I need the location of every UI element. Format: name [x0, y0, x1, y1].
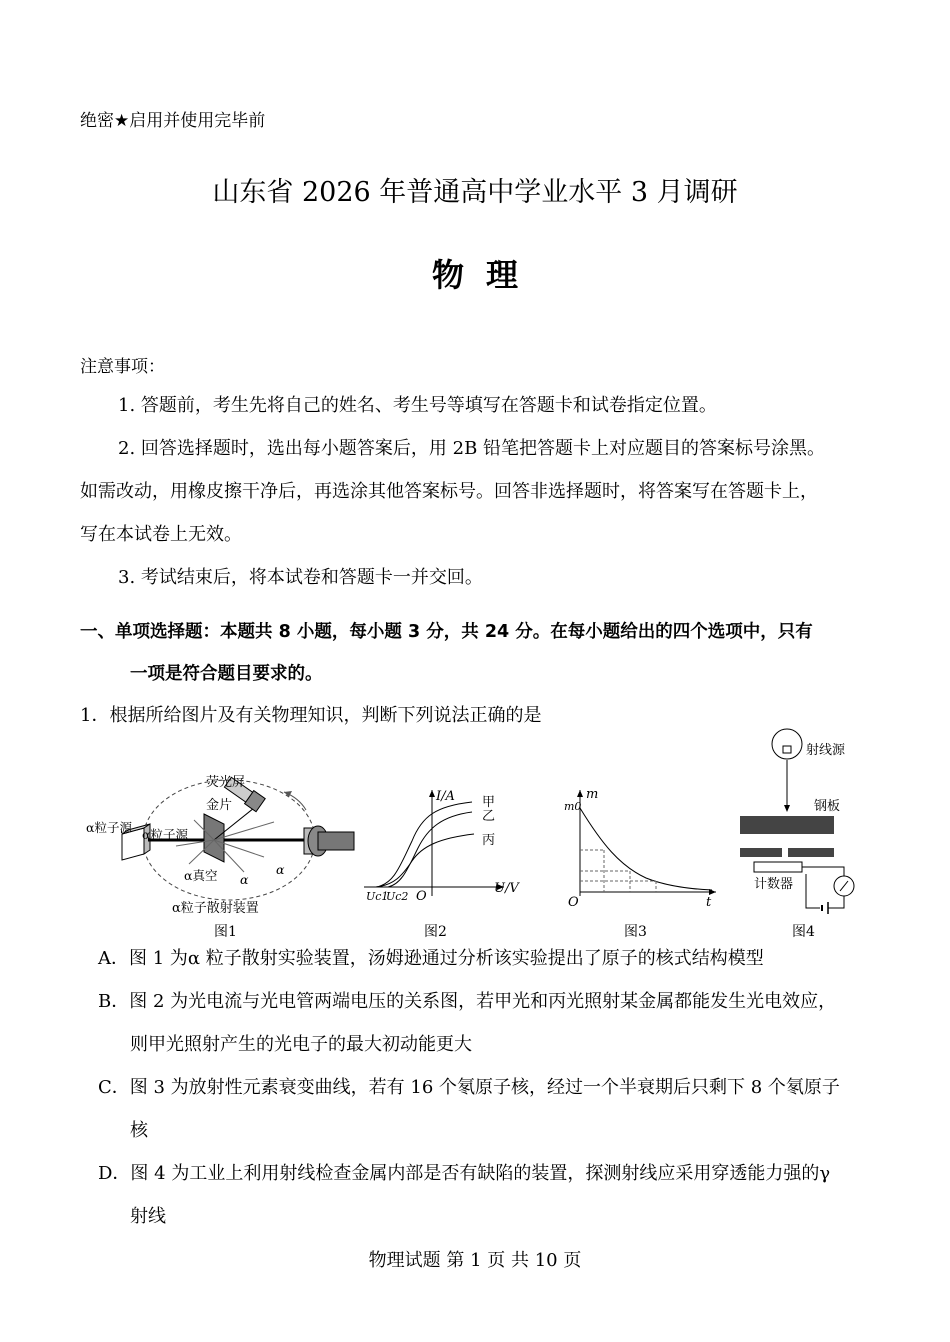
option-c-line-1: C．图 3 为放射性元素衰变曲线，若有 16 个氡原子核，经过一个半衰期后只剩下 8 个氡原子	[98, 1077, 840, 1098]
label-uc2: Uc2	[386, 890, 409, 903]
confidential-notice: 绝密★启用并使用完毕前	[80, 111, 266, 131]
label-alpha-2: α	[276, 862, 285, 877]
radiation-source	[772, 729, 802, 759]
note-item-2-line-1: 2. 回答选择题时，选出每小题答案后，用 2B 铅笔把答题卡上对应题目的答案标号涂黑。	[118, 438, 826, 459]
steel-plate	[740, 816, 834, 834]
axis-label-time: t	[706, 895, 712, 910]
detector-plate-left	[740, 848, 782, 857]
note-item-1: 1. 答题前，考生先将自己的姓名、考生号等填写在答题卡和试卷指定位置。	[118, 395, 717, 416]
label-screen: 荧光屏	[206, 775, 246, 790]
label-curve-bing: 丙	[482, 833, 496, 848]
label-uc1: Uc1	[366, 890, 389, 903]
figure-2-photoelectric-curves	[364, 786, 524, 942]
notes-heading: 注意事项：	[80, 357, 165, 377]
decay-curve	[580, 808, 712, 890]
figure-1-alpha-scattering	[84, 762, 360, 942]
note-item-2-line-3: 写在本试卷上无效。	[80, 524, 242, 545]
section-heading-line-1: 一、单项选择题：本题共 8 小题，每小题 3 分，共 24 分。在每小题给出的四个选项中，只有	[80, 622, 813, 642]
subject-title: 物理	[431, 256, 540, 294]
option-a: A．图 1 为α 粒子散射实验装置，汤姆逊通过分析该实验提出了原子的核式结构模型	[98, 948, 764, 969]
detector-plate-right	[788, 848, 834, 857]
axis-label-voltage: U/V	[494, 881, 519, 896]
label-m0: m0	[564, 800, 582, 813]
axis-label-current: I/A	[436, 789, 455, 804]
note-item-3: 3. 考试结束后，将本试卷和答题卡一并交回。	[118, 567, 483, 588]
label-alpha-1: α	[240, 872, 249, 887]
origin-label: O	[568, 895, 579, 910]
label-curve-yi: 乙	[482, 809, 496, 824]
page-footer: 物理试题 第 1 页 共 10 页	[368, 1250, 582, 1271]
section-heading-line-2: 一项是符合题目要求的。	[130, 664, 323, 684]
label-ray-source: 射线源	[806, 743, 846, 758]
exam-title: 山东省 2026 年普通高中学业水平 3 月调研	[212, 177, 738, 208]
label-alpha-source-outer: α粒子源	[86, 820, 132, 835]
figure-4-caption: 图4	[792, 924, 815, 940]
option-b-line-2: 则甲光照射产生的光电子的最大初动能更大	[130, 1034, 472, 1055]
label-foil: 金片	[206, 798, 233, 813]
detector-body	[318, 832, 354, 850]
note-item-2-line-2: 如需改动，用橡皮擦干净后，再选涂其他答案标号。回答非选择题时，将答案写在答题卡上，	[80, 481, 818, 502]
option-d-line-2: 射线	[130, 1206, 166, 1227]
figure-2-caption: 图2	[424, 924, 447, 940]
figure-1-caption: 图1	[214, 924, 237, 940]
label-device: α粒子散射装置	[172, 901, 259, 916]
origin-label: O	[416, 889, 427, 904]
option-b-line-1: B．图 2 为光电流与光电管两端电压的关系图，若甲光和丙光照射某金属都能发生光电效应，	[98, 991, 837, 1012]
label-alpha-source-inner: α粒子源	[142, 827, 188, 842]
option-c-line-2: 核	[130, 1120, 148, 1141]
label-steel-plate: 钢板	[814, 799, 841, 814]
counter-probe	[754, 862, 802, 872]
axis-label-mass: m	[586, 787, 599, 802]
label-counter: 计数器	[754, 877, 794, 892]
figure-3-caption: 图3	[624, 924, 647, 940]
circuit-wire-left	[806, 874, 820, 908]
option-d-line-1: D．图 4 为工业上利用射线检查金属内部是否有缺陷的装置，探测射线应采用穿透能力强的γ	[98, 1163, 831, 1184]
label-curve-jia: 甲	[482, 795, 496, 810]
question-1-stem: 1．根据所给图片及有关物理知识，判断下列说法正确的是	[80, 705, 542, 726]
label-vacuum: α真空	[184, 868, 218, 883]
half-life-guides	[580, 850, 656, 892]
figure-3-decay-curve	[562, 784, 722, 942]
figure-4-flaw-detection	[736, 726, 866, 942]
